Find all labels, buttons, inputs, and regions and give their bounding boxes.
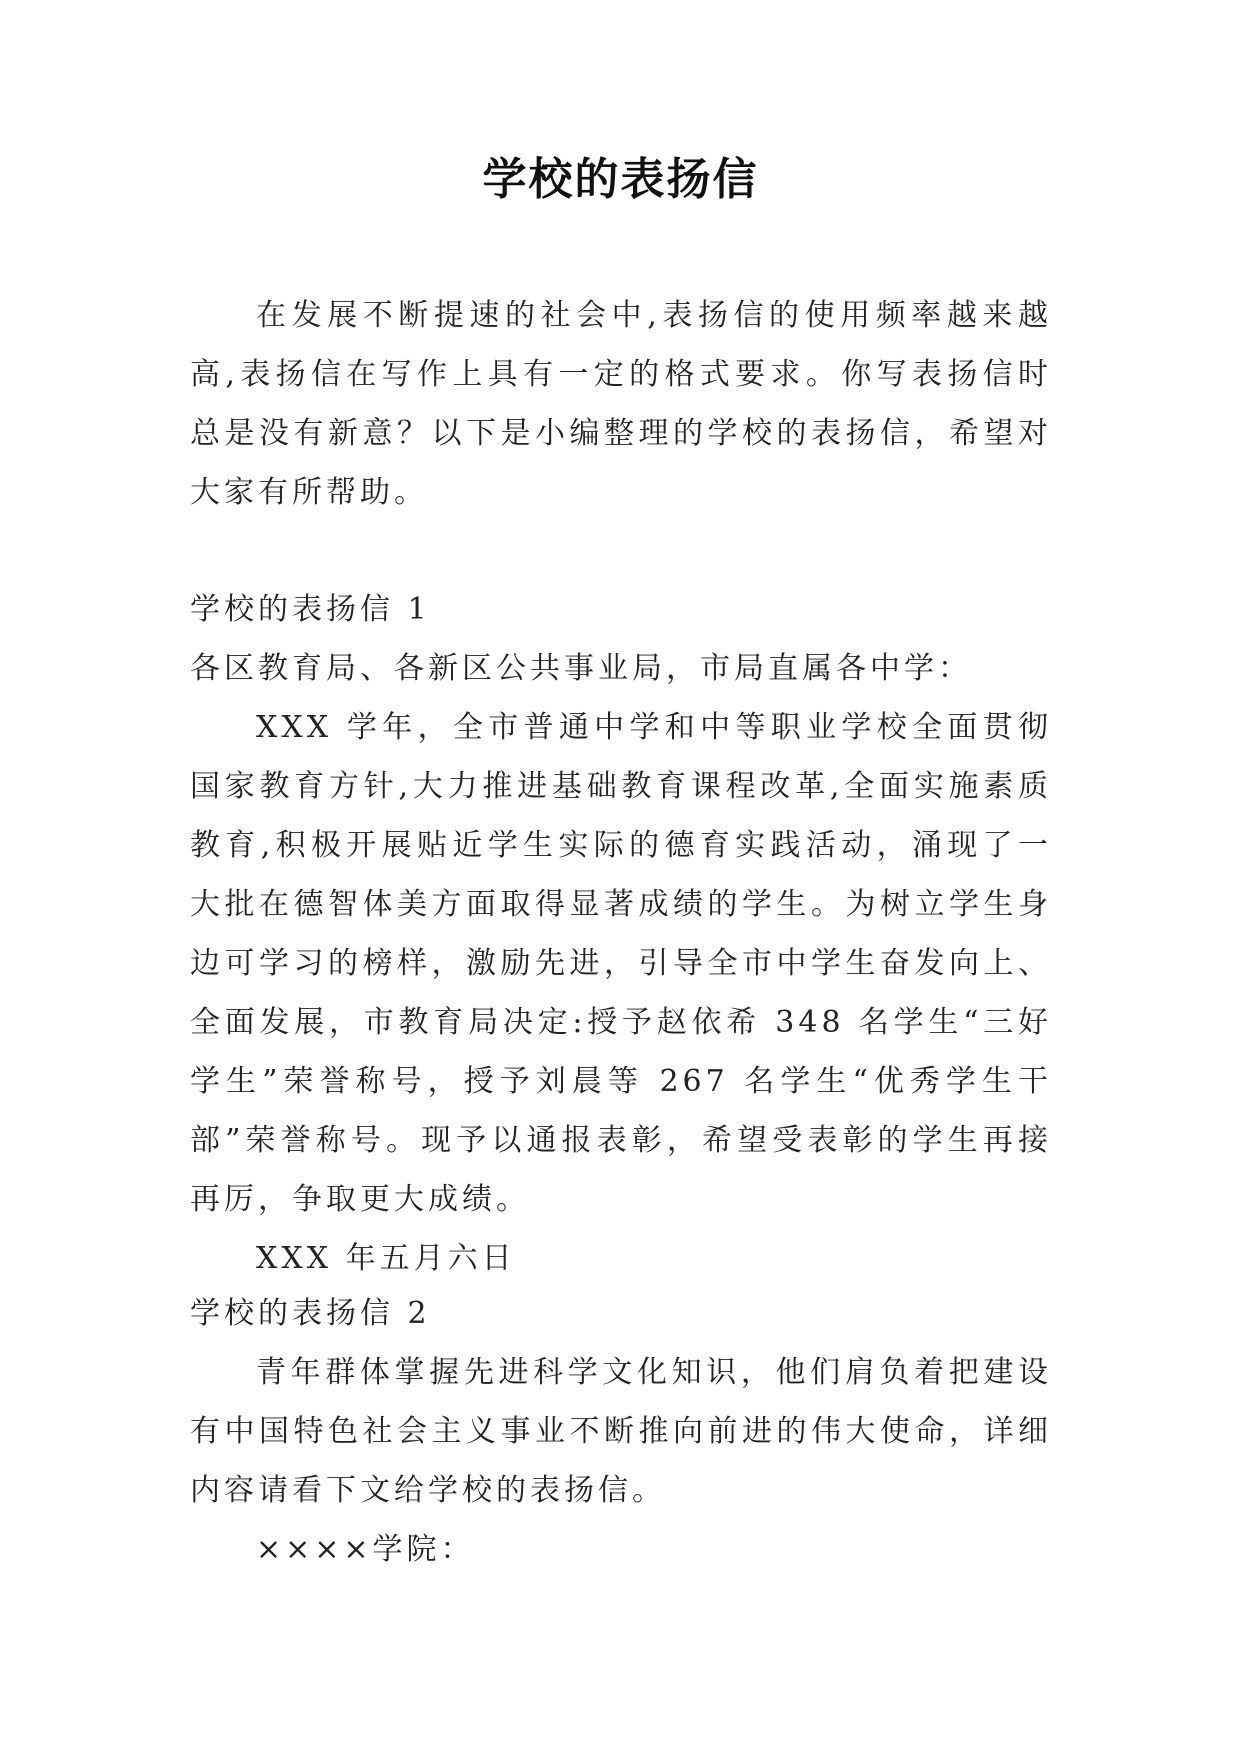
letter-1-section	[190, 580, 1052, 1288]
letter-1-heading: 学校的表扬信 1	[190, 592, 431, 627]
intro-section	[190, 286, 1052, 522]
letter-1-date: XXX 年五月六日	[256, 1241, 516, 1276]
document-title: 学校的表扬信	[482, 154, 759, 205]
letter-2-heading: 学校的表扬信 2	[190, 1296, 431, 1331]
letter-2-salutation: ××××学院：	[256, 1532, 475, 1567]
letter-1-salutation: 各区教育局、各新区公共事业局，市局直属各中学：	[190, 651, 972, 686]
letter-2-section	[190, 1284, 1052, 1579]
letter-2-body: 青年群体掌握先进科学文化知识，他们肩负着把建设有中国特色社会主义事业不断推向前进的伟大使命，详细内容请看下文给学校的表扬信。	[190, 1355, 1052, 1508]
intro-paragraph: 在发展不断提速的社会中,表扬信的使用频率越来越高,表扬信在写作上具有一定的格式要求。你写表扬信时总是没有新意？以下是小编整理的学校的表扬信，希望对大家有所帮助。	[190, 298, 1052, 510]
letter-1-body: XXX 学年，全市普通中学和中等职业学校全面贯彻国家教育方针,大力推进基础教育课程改革,全面实施素质教育,积极开展贴近学生实际的德育实践活动，涌现了一大批在德智体美方面取得显著成绩的学生。为树立学生身边可学习的榜样，激励先进，引导全市中学生奋发向上、全面发展，市教育局决定:授予赵依希 348 名学生“三好学生”荣誉称号，授予刘晨等 267 名学生“优秀学生干部”荣誉称号。现予以通报表彰，希望受表彰的学生再接再厉，争取更大成绩。	[190, 710, 1052, 1217]
